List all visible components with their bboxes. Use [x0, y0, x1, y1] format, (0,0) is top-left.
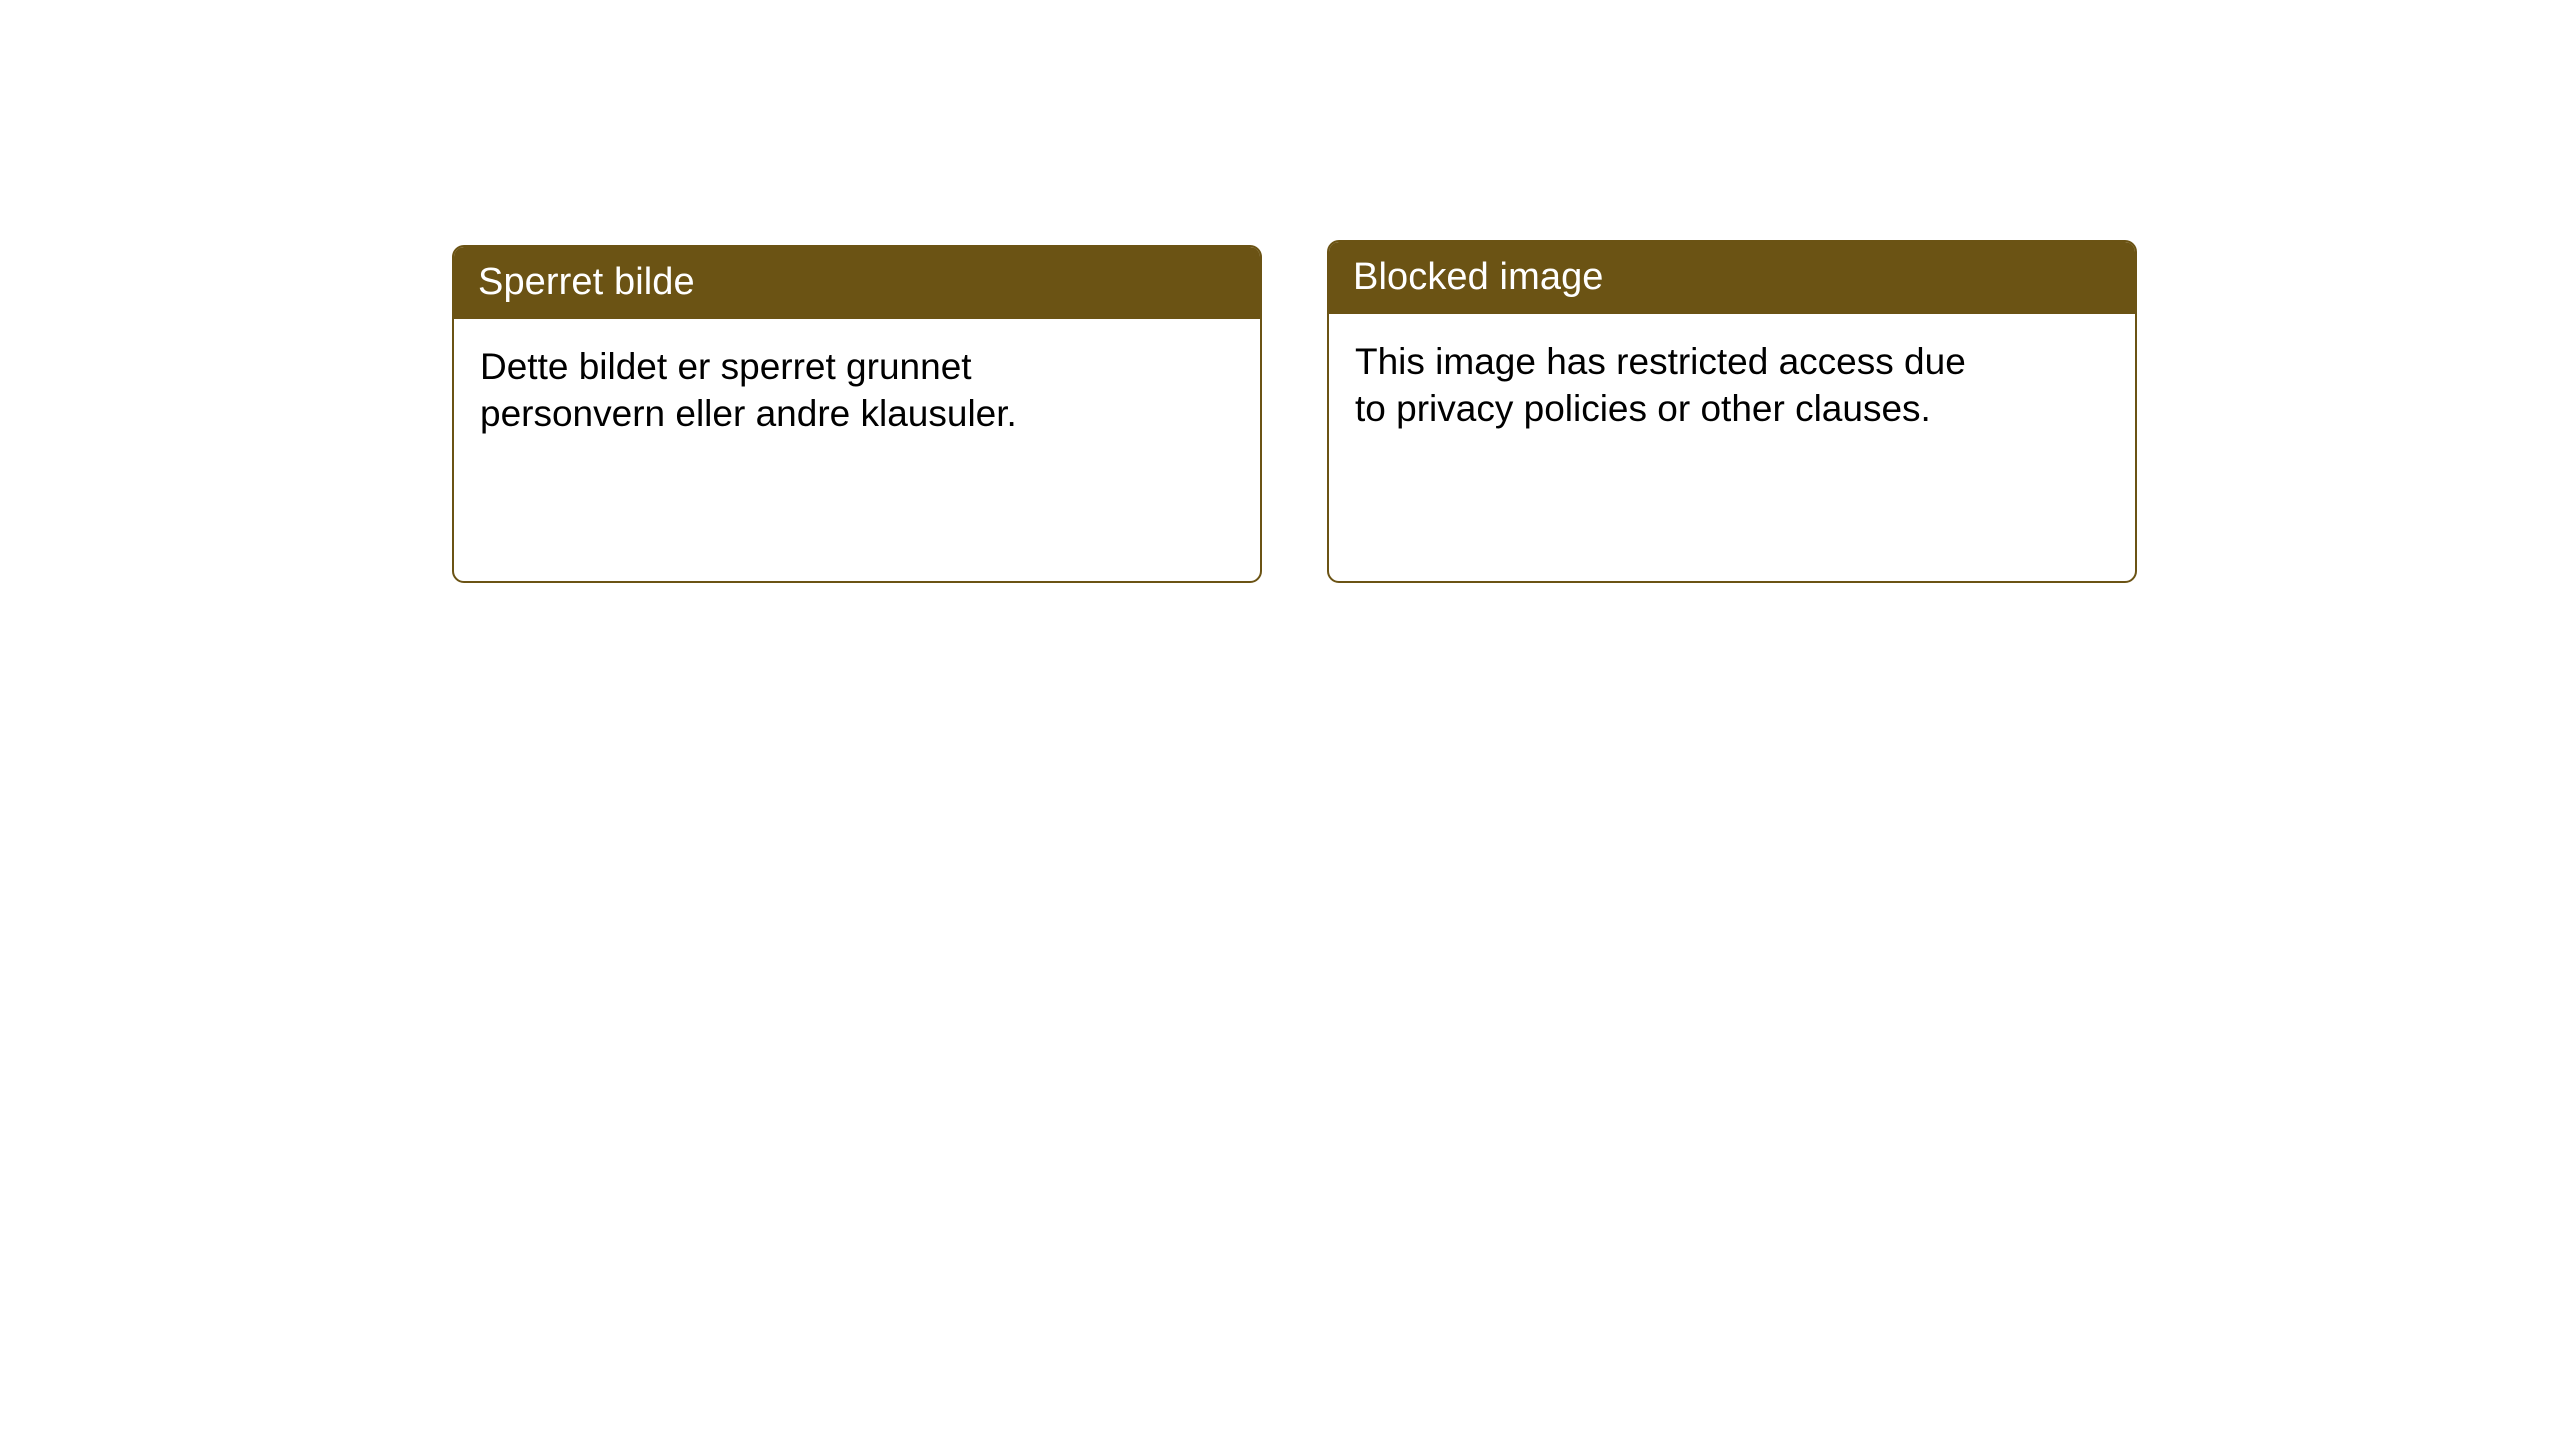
notice-title-en: Blocked image	[1329, 242, 2135, 314]
notice-body-en	[1329, 314, 2009, 433]
blocked-image-notice-en	[1327, 240, 2137, 583]
blocked-image-notice-no	[452, 245, 1262, 583]
notice-body-text-en: This image has restricted access due to privacy policies or other clauses.	[1355, 341, 1966, 430]
notice-title-no: Sperret bilde	[454, 247, 1260, 319]
notice-body-text-no: Dette bildet er sperret grunnet personvern eller andre klausuler.	[480, 346, 1017, 435]
notice-body-no	[454, 319, 1114, 438]
